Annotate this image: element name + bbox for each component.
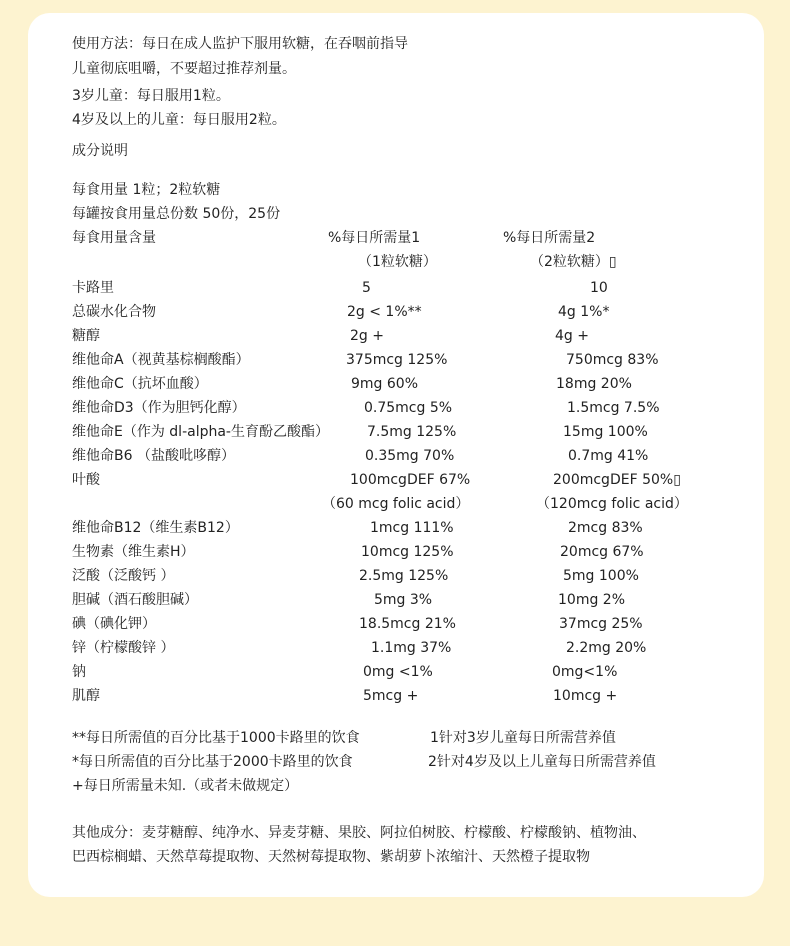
nutrient-value-1: 1mcg 111% (370, 520, 454, 536)
nutrient-name: 总碳水化合物 (72, 304, 156, 320)
nutrient-value-1: 0.75mcg 5% (364, 400, 453, 416)
nutrient-name: 卡路里 (72, 280, 114, 296)
nutrient-name: 糖醇 (72, 328, 100, 344)
nutrient-value-1: 2g < 1%** (347, 304, 422, 320)
nutrient-value-1: 2g + (350, 328, 384, 344)
nutrient-value-2: 37mcg 25% (559, 616, 643, 632)
amount-per-serving-label: 每食用量含量 (72, 230, 156, 246)
nutrient-name: 叶酸 (72, 472, 100, 488)
nutrient-value-2: 2mcg 83% (568, 520, 643, 536)
nutrient-value-1: 7.5mg 125% (367, 424, 457, 440)
dv-column-2-subheader: （2粒软糖）▯ (530, 254, 617, 270)
nutrient-value-2: 1.5mcg 7.5% (567, 400, 660, 416)
nutrient-value-2: 18mg 20% (556, 376, 632, 392)
footnote-1000-cal: **每日所需值的百分比基于1000卡路里的饮食 (72, 730, 360, 746)
nutrient-value-2: 10mg 2% (558, 592, 625, 608)
nutrient-name: 维他命B12（维生素B12） (72, 520, 239, 536)
usage-line-1: 使用方法：每日在成人监护下服用软糖，在吞咽前指导 (72, 36, 408, 52)
nutrient-name: 生物素（维生素H） (72, 544, 195, 560)
nutrient-name: 维他命E（作为 dl-alpha-生育酚乙酸酯） (72, 424, 329, 440)
nutrient-value-2: 0.7mg 41% (568, 448, 649, 464)
nutrient-value-2: 2.2mg 20% (566, 640, 647, 656)
nutrient-value-2: 20mcg 67% (560, 544, 644, 560)
nutrient-value-1: 5mcg + (363, 688, 419, 704)
nutrient-value-2: 10mcg + (553, 688, 618, 704)
nutrient-value-2: 0mg<1% (552, 664, 618, 680)
nutrient-value-2-note: （120mcg folic acid） (536, 496, 688, 512)
nutrient-value-1: 0.35mg 70% (365, 448, 455, 464)
nutrient-name: 钠 (72, 664, 86, 680)
nutrient-value-1: 9mg 60% (351, 376, 418, 392)
dose-age-3: 3岁儿童：每日服用1粒。 (72, 88, 230, 104)
nutrient-value-2: 5mg 100% (563, 568, 639, 584)
nutrient-name: 胆碱（酒石酸胆碱） (72, 592, 198, 608)
nutrient-value-1: 375mcg 125% (346, 352, 448, 368)
servings-per-container: 每罐按食用量总份数 50份，25份 (72, 206, 281, 222)
nutrient-value-2: 15mg 100% (563, 424, 648, 440)
nutrient-value-1: 5 (362, 280, 371, 296)
other-ingredients-line-2: 巴西棕榈蜡、天然草莓提取物、天然树莓提取物、紫胡萝卜浓缩汁、天然橙子提取物 (72, 849, 590, 865)
nutrient-name: 维他命A（视黄基棕榈酸酯） (72, 352, 250, 368)
dv-column-1-header: %每日所需量1 (328, 230, 421, 246)
nutrient-name: 泛酸（泛酸钙 ） (72, 568, 175, 584)
footnote-unknown: +每日所需量未知.（或者未做规定） (72, 778, 299, 794)
nutrient-value-1: 18.5mcg 21% (359, 616, 456, 632)
section-heading: 成分说明 (72, 143, 128, 159)
nutrient-value-1: 100mcgDEF 67% (350, 472, 471, 488)
nutrient-value-2: 10 (590, 280, 608, 296)
dose-age-4: 4岁及以上的儿童：每日服用2粒。 (72, 112, 286, 128)
nutrient-value-2: 4g + (555, 328, 589, 344)
other-ingredients-line-1: 其他成分：麦芽糖醇、纯净水、异麦芽糖、果胶、阿拉伯树胶、柠檬酸、柠檬酸钠、植物油、 (72, 825, 646, 841)
nutrient-name: 维他命C（抗坏血酸） (72, 376, 208, 392)
nutrient-value-1: 5mg 3% (374, 592, 433, 608)
nutrient-value-1: 2.5mg 125% (359, 568, 449, 584)
nutrient-value-1: 10mcg 125% (361, 544, 454, 560)
nutrient-value-2: 750mcg 83% (566, 352, 659, 368)
dv-column-1-subheader: （1粒软糖） (358, 254, 437, 270)
nutrient-value-2: 200mcgDEF 50%▯ (553, 472, 681, 488)
footnote-age-4: 2针对4岁及以上儿童每日所需营养值 (428, 754, 656, 770)
nutrient-value-1-note: （60 mcg folic acid） (322, 496, 470, 512)
nutrient-name: 碘（碘化钾） (72, 616, 156, 632)
dv-column-2-header: %每日所需量2 (503, 230, 596, 246)
usage-line-2: 儿童彻底咀嚼，不要超过推荐剂量。 (72, 61, 296, 77)
nutrient-name: 肌醇 (72, 688, 100, 704)
footnote-age-3: 1针对3岁儿童每日所需营养值 (430, 730, 616, 746)
nutrient-name: 维他命D3（作为胆钙化醇） (72, 400, 246, 416)
nutrient-name: 锌（柠檬酸锌 ） (72, 640, 175, 656)
nutrient-value-2: 4g 1%* (558, 304, 610, 320)
nutrient-name: 维他命B6 （盐酸吡哆醇） (72, 448, 235, 464)
nutrient-value-1: 1.1mg 37% (371, 640, 452, 656)
serving-size: 每食用量 1粒；2粒软糖 (72, 182, 221, 198)
footnote-2000-cal: *每日所需值的百分比基于2000卡路里的饮食 (72, 754, 353, 770)
nutrient-value-1: 0mg <1% (363, 664, 433, 680)
